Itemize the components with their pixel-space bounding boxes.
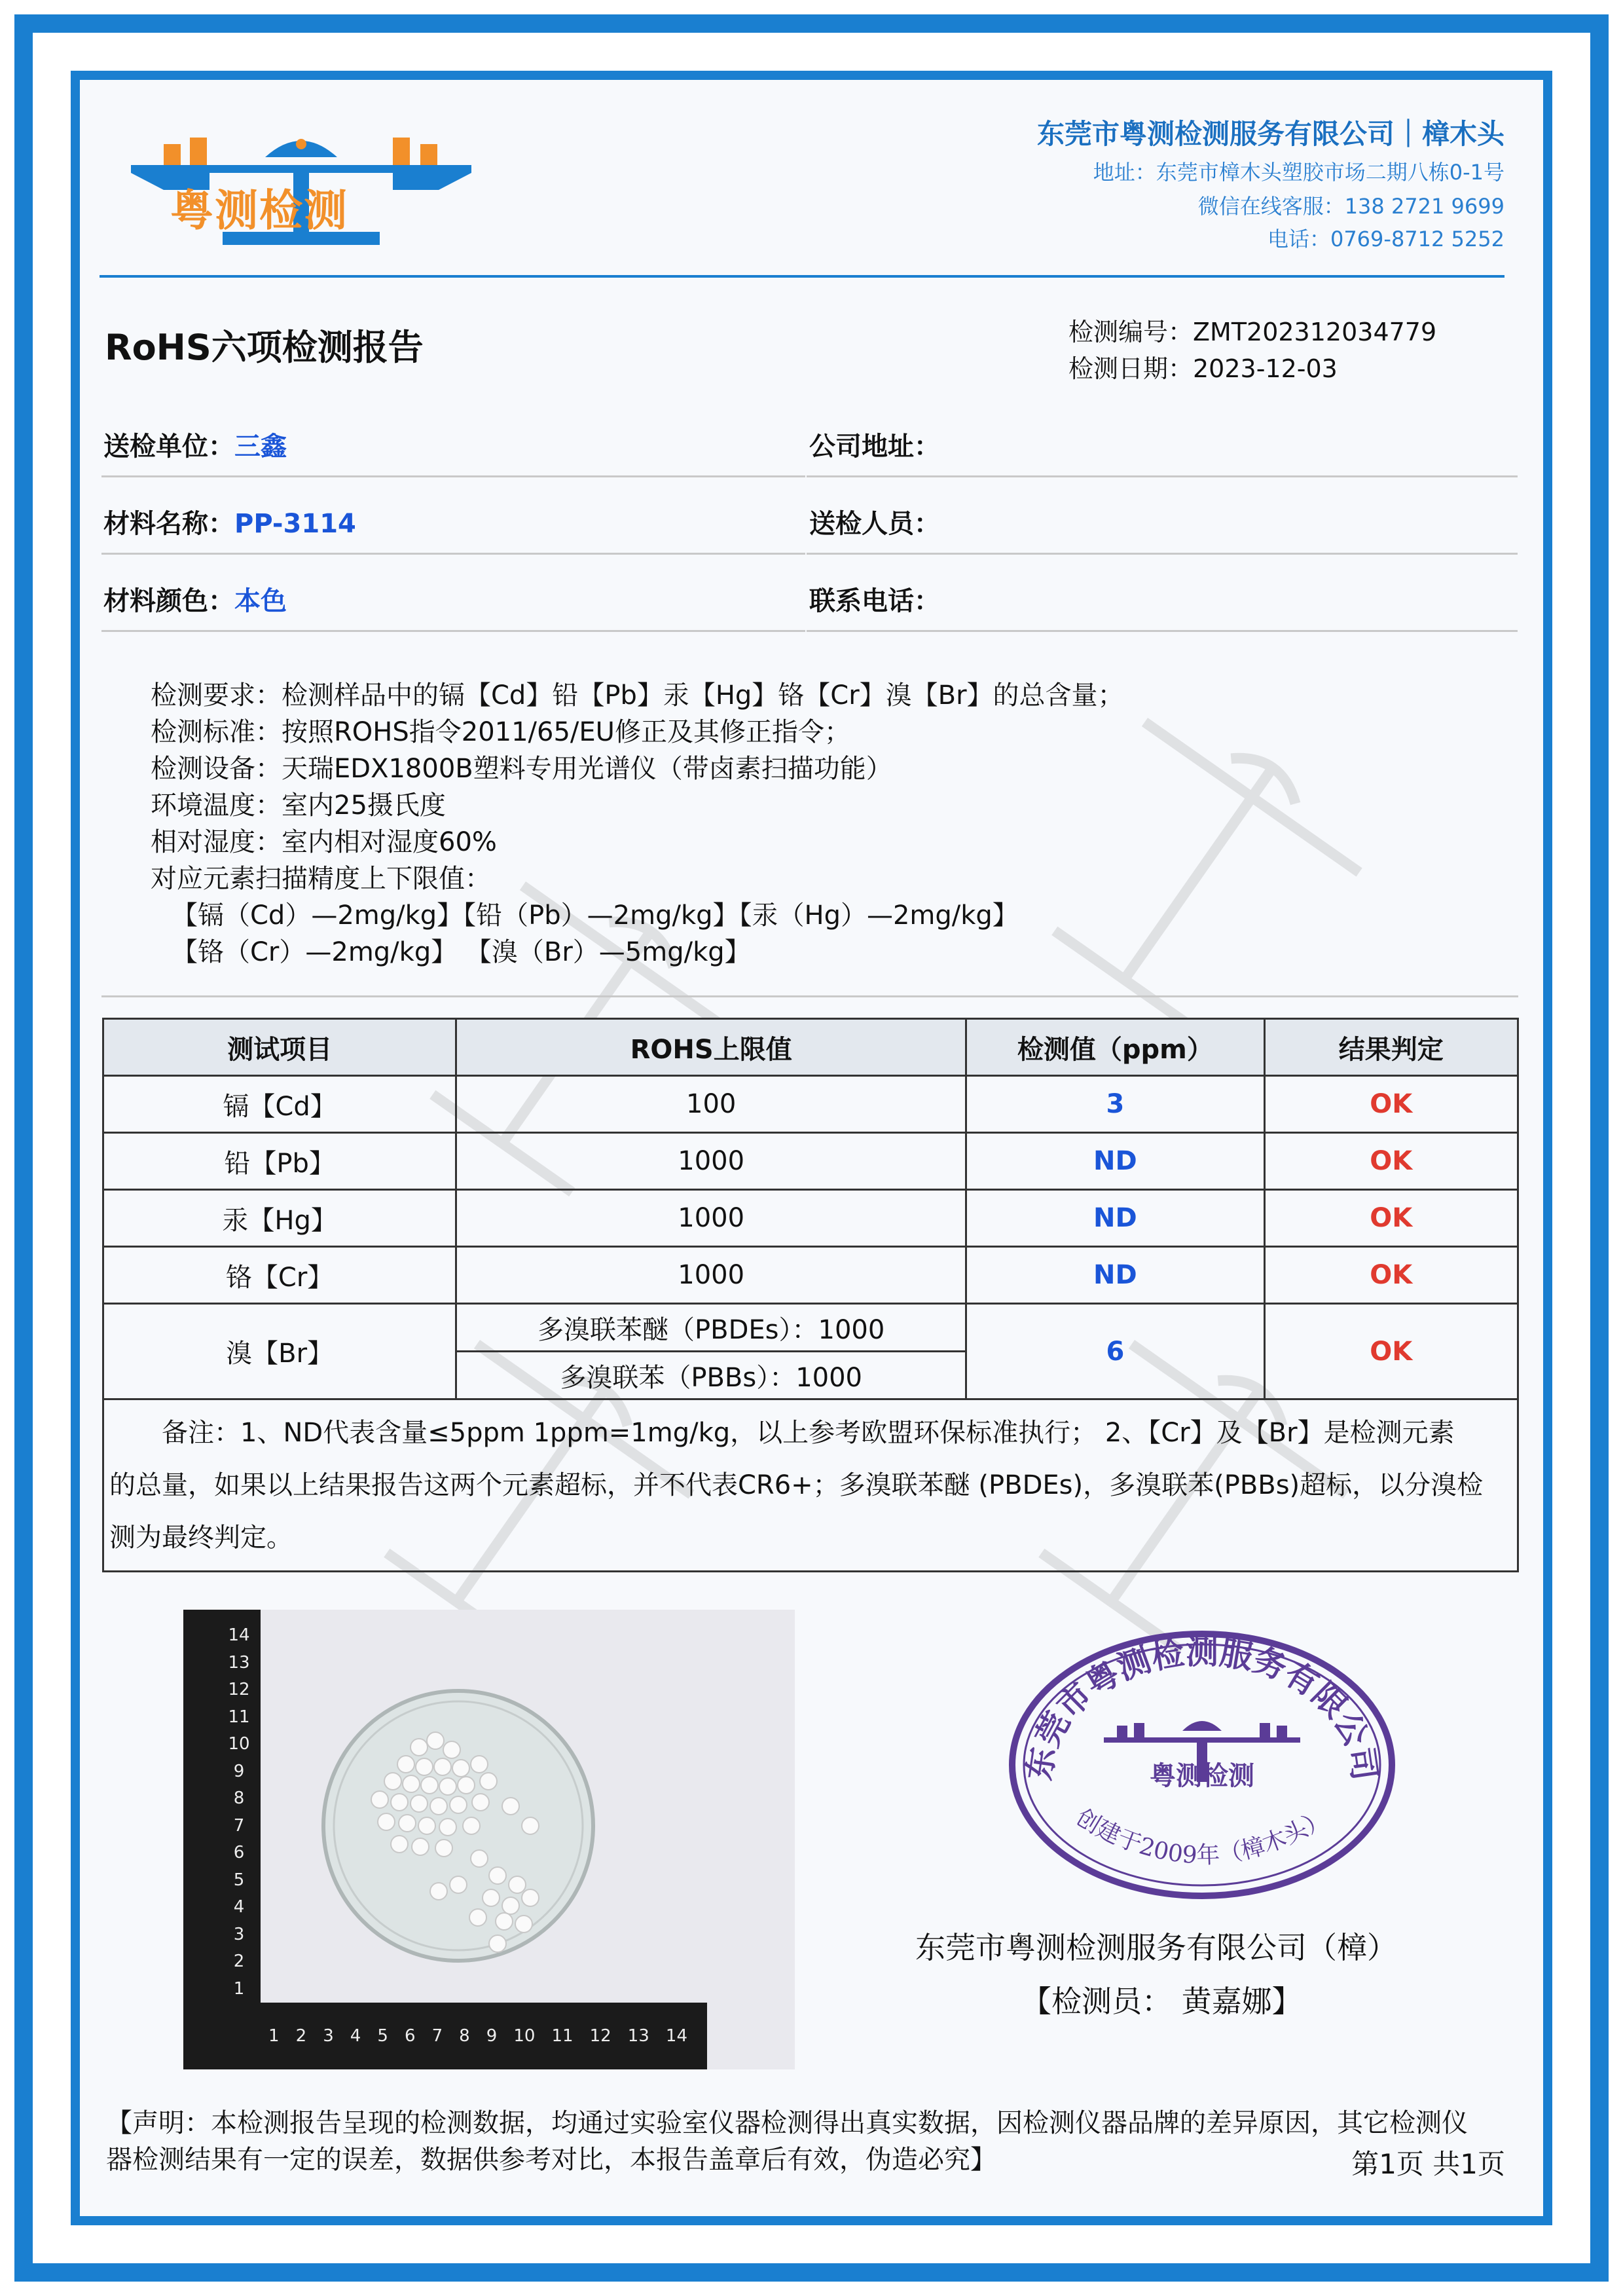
ruler-tick-label: 6: [404, 2026, 416, 2046]
result-cell: OK: [1264, 1247, 1518, 1304]
watermark-logo-icon: [996, 702, 1402, 1043]
header-value: 检测值（ppm）: [966, 1019, 1264, 1076]
seal-bottom-text: 创建于2009年（樟木头）: [1071, 1804, 1333, 1870]
report-title: RoHS六项检测报告: [105, 327, 424, 368]
item-cell: 铅【Pb】: [103, 1133, 456, 1190]
limit-line: 【铬（Cr）—2mg/kg】 【溴（Br）—5mg/kg】: [172, 937, 751, 967]
result-cell: OK: [1264, 1076, 1518, 1133]
sample-photo: [183, 1610, 795, 2069]
requirement-line: 检测标准：按照ROHS指令2011/65/EU修正及其修正指令；: [151, 717, 850, 747]
table-row: [103, 1133, 1518, 1190]
color-field: [103, 580, 287, 618]
ruler-tick-label: 11: [228, 1707, 250, 1727]
limit-cell: 1000: [456, 1133, 966, 1190]
note-line: 测为最终判定。: [109, 1523, 293, 1553]
result-cell: OK: [1264, 1304, 1518, 1399]
company-phone: 电话：0769-8712 5252: [1267, 227, 1504, 251]
person-label: 送检人员：: [809, 509, 940, 539]
field-rule: [101, 553, 805, 555]
ruler-tick-label: 13: [228, 1652, 250, 1673]
signoff-company: 东莞市粤测检测服务有限公司（樟）: [915, 1930, 1397, 1965]
header-result: 结果判定: [1264, 1019, 1518, 1076]
vertical-ruler: [223, 1625, 255, 2005]
requirement-line: 检测设备：天瑞EDX1800B塑料专用光谱仪（带卤素扫描功能）: [151, 754, 892, 784]
requirement-line: 对应元素扫描精度上下限值：: [151, 864, 491, 894]
item-cell: 镉【Cd】: [103, 1076, 456, 1133]
contact-label: 联系电话：: [809, 586, 940, 616]
requirement-line: 检测要求：检测样品中的镉【Cd】铅【Pb】汞【Hg】铬【Cr】溴【Br】的总含量；: [151, 680, 1124, 711]
svg-text:创建于2009年（樟木头）: [1071, 1804, 1332, 1870]
color-value: 本色: [234, 586, 287, 616]
ruler-tick-label: 9: [233, 1761, 245, 1781]
header-limit: ROHS上限值: [456, 1019, 966, 1076]
value-cell: 3: [966, 1076, 1264, 1133]
field-rule: [807, 475, 1518, 477]
limit-line: 【镉（Cd）—2mg/kg】【铅（Pb）—2mg/kg】【汞（Hg）—2mg/kg】: [172, 900, 1019, 931]
address-label: 公司地址：: [809, 432, 940, 462]
ruler-tick-label: 1: [268, 2026, 280, 2046]
table-header-row: [103, 1019, 1518, 1076]
ruler-tick-label: 12: [228, 1680, 250, 1700]
ruler-tick-label: 14: [228, 1625, 250, 1645]
table-row: [103, 1247, 1518, 1304]
table-row: [103, 1076, 1518, 1133]
ruler-tick-label: 2: [295, 2026, 307, 2046]
seal-icon: [1006, 1627, 1398, 1902]
note-row: [103, 1399, 1518, 1572]
seal-ring-text: 东莞市粤测检测服务有限公司: [1019, 1633, 1385, 1783]
ruler-tick-label: 9: [486, 2026, 498, 2046]
report-date: 检测日期：2023-12-03: [1068, 354, 1338, 383]
ruler-tick-label: 10: [228, 1734, 250, 1754]
company-seal: [1006, 1627, 1398, 1902]
page-info: 第1页 共1页: [1351, 2148, 1505, 2180]
contact-field: [809, 580, 940, 618]
ruler-tick-label: 7: [233, 1815, 245, 1836]
note-line: 备注：1、ND代表含量≤5ppm 1ppm=1mg/kg，以上参考欧盟环保标准执行； 2、【Cr】及【Br】是检测元素: [162, 1418, 1455, 1448]
ruler-tick-label: 3: [233, 1924, 245, 1944]
ruler-tick-label: 10: [513, 2026, 536, 2046]
item-cell: 汞【Hg】: [103, 1190, 456, 1247]
ruler-tick-label: 5: [233, 1870, 245, 1890]
ruler-tick-label: 5: [377, 2026, 388, 2046]
field-rule: [807, 553, 1518, 555]
signoff-inspector: 【检测员： 黄嘉娜】: [1021, 1984, 1302, 2019]
declaration-line: 【声明：本检测报告呈现的检测数据，均通过实验室仪器检测得出真实数据，因检测仪器品牌的差异原因，其它检测仪: [106, 2108, 1468, 2138]
result-cell: OK: [1264, 1133, 1518, 1190]
results-table: [102, 1018, 1519, 1572]
value-cell: 6: [966, 1304, 1264, 1399]
color-label: 材料颜色：: [103, 586, 234, 616]
sample-photo-image: [183, 1610, 795, 2069]
requirement-line: 环境温度：室内25摄氏度: [151, 790, 446, 821]
limit-cell: 1000: [456, 1247, 966, 1304]
ruler-tick-label: 3: [323, 2026, 334, 2046]
material-field: [103, 503, 356, 540]
item-cell: 铬【Cr】: [103, 1247, 456, 1304]
report-number: 检测编号：ZMT202312034779: [1068, 318, 1437, 346]
company-logo: [124, 118, 478, 255]
limit-cell: 1000: [456, 1190, 966, 1247]
ruler-tick-label: 6: [233, 1843, 245, 1863]
address-field: [809, 426, 940, 463]
person-field: [809, 503, 940, 540]
material-value: PP-3114: [234, 509, 356, 539]
requirement-line: 相对湿度：室内相对湿度60%: [151, 827, 497, 857]
ruler-tick-label: 4: [350, 2026, 361, 2046]
company-name: 东莞市粤测检测服务有限公司｜樟木头: [1036, 118, 1504, 150]
ruler-tick-label: 14: [665, 2026, 687, 2046]
submitter-label: 送检单位：: [103, 432, 234, 462]
submitter-field: [103, 426, 287, 463]
field-rule: [101, 630, 805, 632]
ruler-tick-label: 11: [551, 2026, 574, 2046]
logo-text: 粤测检测: [170, 185, 348, 236]
horizontal-ruler: [268, 2026, 687, 2052]
result-cell: OK: [1264, 1190, 1518, 1247]
ruler-tick-label: 13: [627, 2026, 649, 2046]
item-cell: 溴【Br】: [103, 1304, 456, 1399]
limit-cell-pbde: 多溴联苯醚（PBDEs）：1000: [456, 1304, 966, 1352]
table-row: [103, 1190, 1518, 1247]
section-rule: [101, 995, 1518, 997]
company-wechat: 微信在线客服：138 2721 9699: [1197, 194, 1504, 219]
declaration-line: 器检测结果有一定的误差，数据供参考对比，本报告盖章后有效，伪造必究】: [106, 2145, 996, 2175]
limit-cell-pbb: 多溴联苯（PBBs）：1000: [456, 1352, 966, 1399]
ruler-tick-label: 1: [233, 1978, 245, 1999]
ruler-tick-label: 12: [589, 2026, 611, 2046]
seal-inner-text: 粤测检测: [1150, 1761, 1254, 1791]
note-line: 的总量，如果以上结果报告这两个元素超标，并不代表CR6+；多溴联苯醚 (PBDEs)，多溴联苯(PBBs)超标，以分溴检: [109, 1470, 1484, 1500]
value-cell: ND: [966, 1133, 1264, 1190]
header-item: 测试项目: [103, 1019, 456, 1076]
company-address: 地址：东莞市樟木头塑胶市场二期八栋0-1号: [1093, 160, 1504, 185]
limit-cell: 100: [456, 1076, 966, 1133]
ruler-tick-label: 2: [233, 1952, 245, 1972]
table-row-br: [103, 1304, 1518, 1352]
field-rule: [807, 630, 1518, 632]
ruler-tick-label: 7: [431, 2026, 443, 2046]
field-rule: [101, 475, 805, 477]
note-cell: [103, 1399, 1518, 1572]
ruler-tick-label: 8: [459, 2026, 470, 2046]
value-cell: ND: [966, 1190, 1264, 1247]
material-label: 材料名称：: [103, 509, 234, 539]
ruler-tick-label: 4: [233, 1897, 245, 1917]
header-divider: [100, 275, 1504, 278]
value-cell: ND: [966, 1247, 1264, 1304]
ruler-tick-label: 8: [233, 1788, 245, 1809]
submitter-value: 三鑫: [234, 432, 287, 462]
